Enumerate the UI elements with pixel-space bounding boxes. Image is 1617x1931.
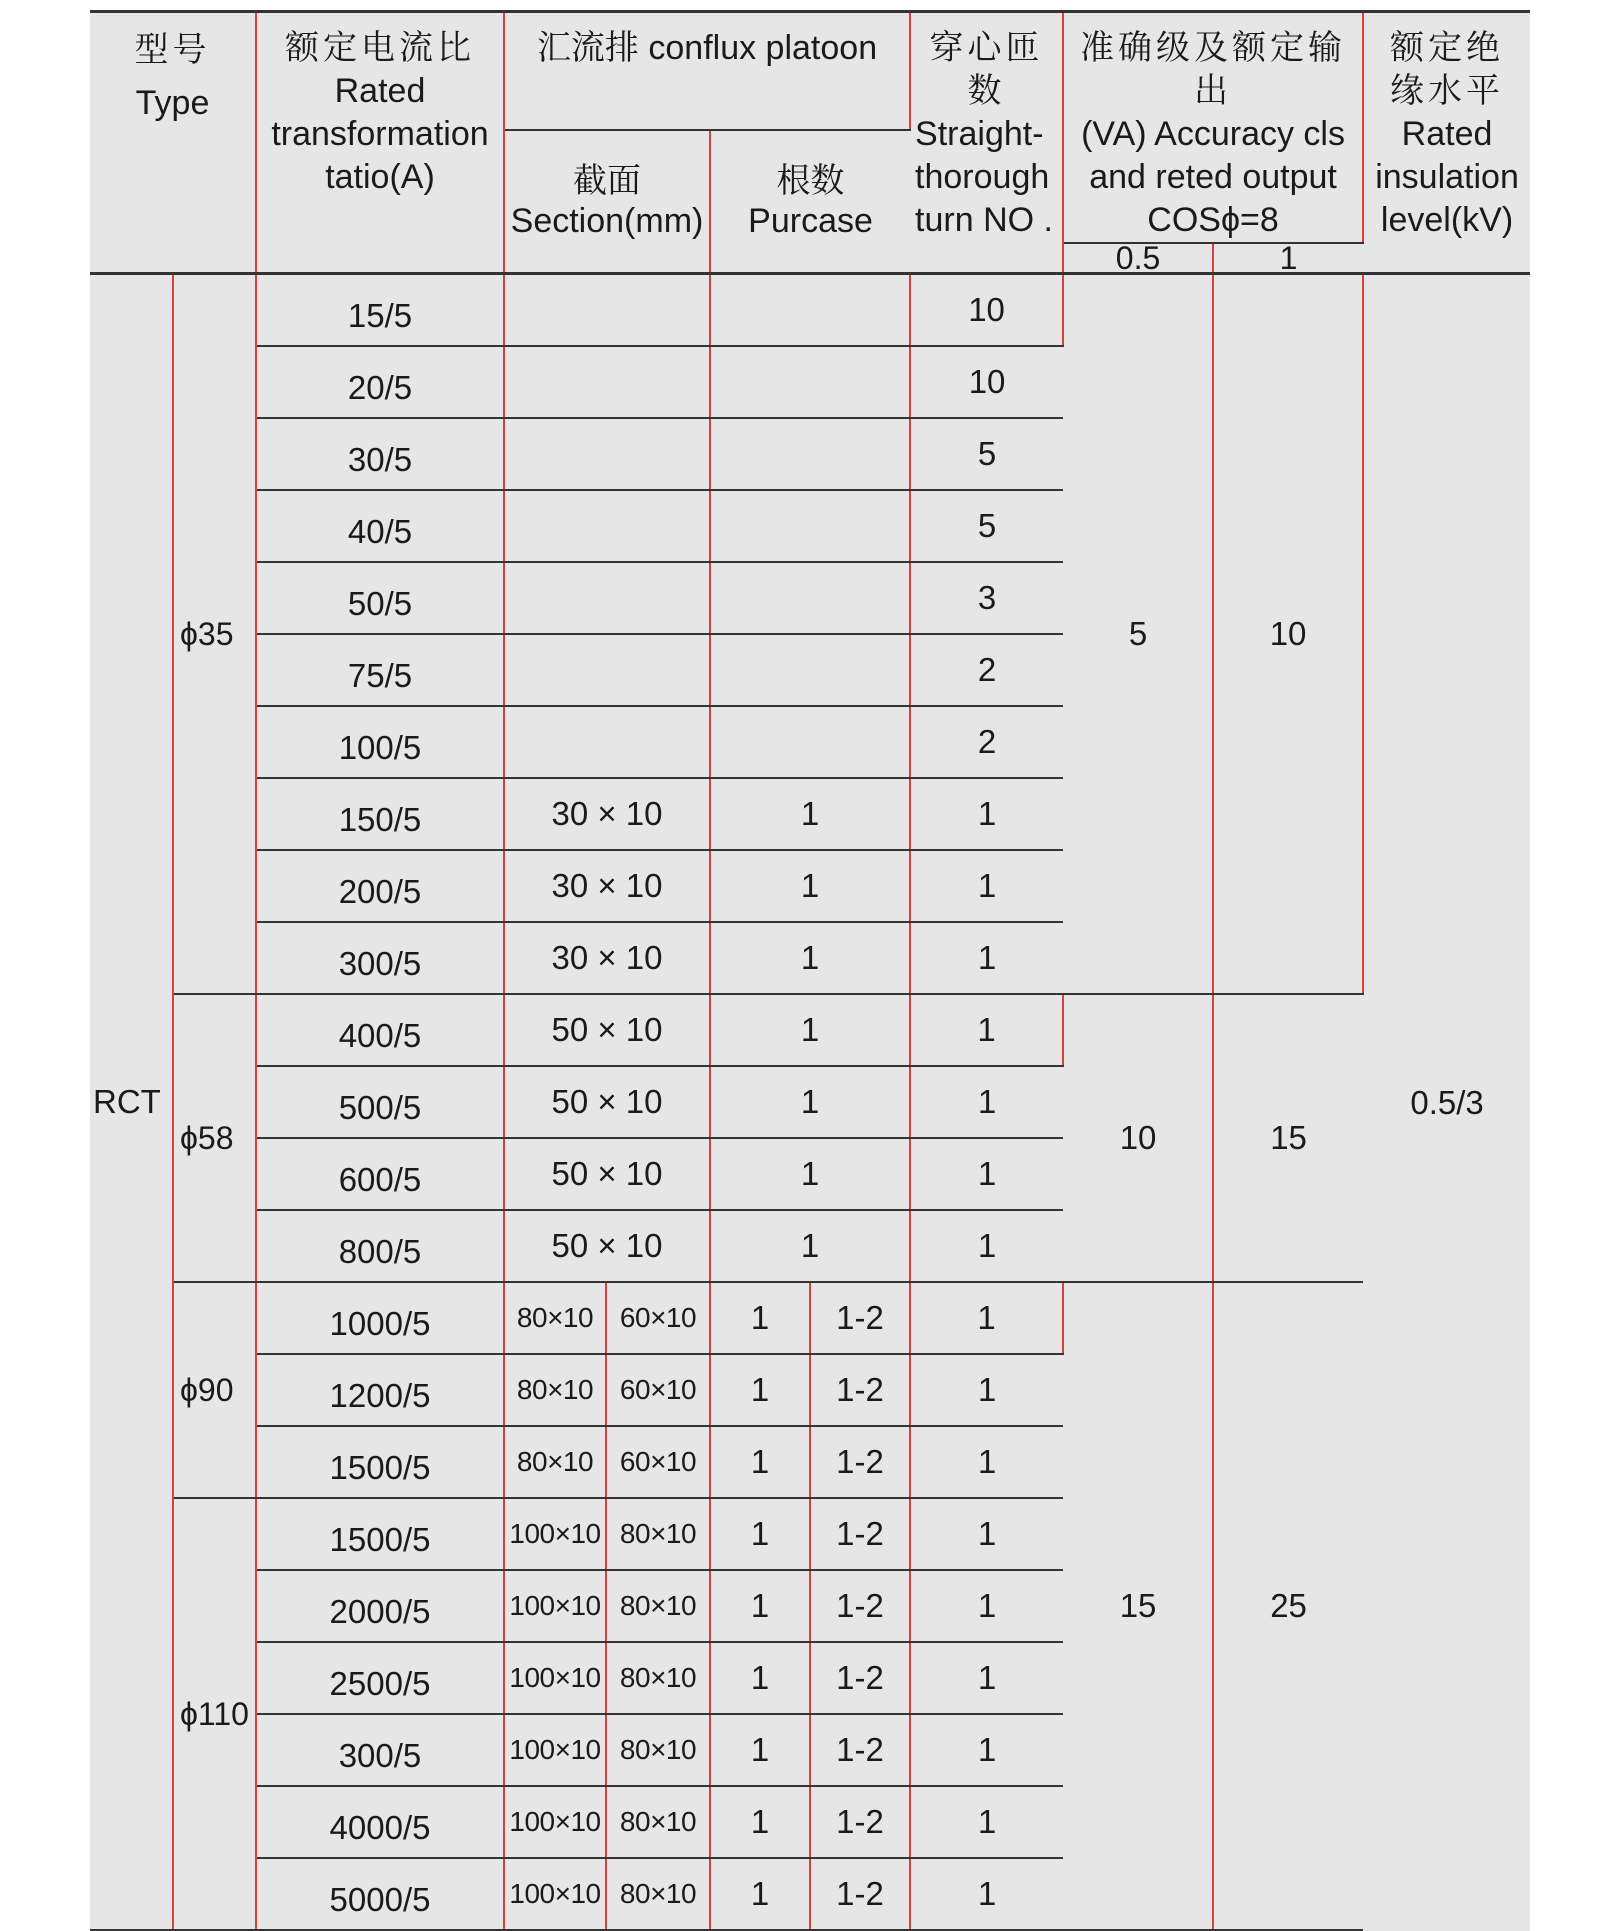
purcase-b-cell: 1-2	[810, 1426, 910, 1498]
ratio-cell: 200/5	[256, 850, 504, 922]
header-purcase-en: Purcase	[748, 202, 873, 241]
header-ratio-en-line: tatio(A)	[325, 158, 435, 196]
ratio-cell: 150/5	[256, 778, 504, 850]
header-acc-col-05: 0.5	[1063, 243, 1213, 274]
header-conflux	[504, 12, 910, 130]
insulation-cell: 0.5/3	[1410, 1083, 1484, 1121]
turns-cell: 1	[910, 1498, 1063, 1570]
section-a-cell: 80×10	[504, 1282, 606, 1354]
header-ratio-en-line: Rated	[334, 72, 426, 110]
section-a-cell: 100×10	[504, 1642, 606, 1714]
header-accuracy-en-line: (VA) Accuracy cls	[1081, 115, 1345, 153]
header-section	[504, 130, 710, 274]
purcase-a-cell: 1	[710, 1570, 810, 1642]
table-body	[90, 274, 1530, 1931]
accuracy-1-cell: 25	[1213, 1282, 1363, 1930]
ratio-cell: 400/5	[256, 994, 504, 1066]
turns-cell: 1	[910, 994, 1063, 1066]
header-conflux-label: 汇流排 conflux platoon	[536, 29, 878, 67]
spec-table	[90, 10, 1530, 1931]
accuracy-05-cell: 5	[1063, 274, 1213, 995]
header-section-cn: 截面	[573, 162, 641, 201]
header-turns-en-line: Straight-	[915, 115, 1044, 153]
purcase-cell: 1	[710, 922, 910, 994]
purcase-a-cell: 1	[710, 1858, 810, 1930]
ratio-cell: 500/5	[256, 1066, 504, 1138]
turns-cell: 5	[910, 490, 1063, 562]
turns-cell: 1	[910, 1714, 1063, 1786]
ratio-cell: 20/5	[256, 346, 504, 418]
purcase-cell	[710, 346, 910, 418]
section-b-cell: 60×10	[606, 1282, 710, 1354]
section-b-cell: 80×10	[606, 1570, 710, 1642]
section-b-cell: 80×10	[606, 1498, 710, 1570]
purcase-a-cell: 1	[710, 1714, 810, 1786]
turns-cell: 1	[910, 1858, 1063, 1930]
turns-cell: 1	[910, 1642, 1063, 1714]
header-insulation-en-line: Rated	[1401, 115, 1493, 153]
purcase-a-cell: 1	[710, 1498, 810, 1570]
purcase-cell	[710, 706, 910, 778]
section-a-cell: 100×10	[504, 1786, 606, 1858]
purcase-cell: 1	[710, 1138, 910, 1210]
header-turns-en-line: thorough	[915, 158, 1050, 196]
purcase-cell: 1	[710, 994, 910, 1066]
section-b-cell: 60×10	[606, 1354, 710, 1426]
header-type	[90, 12, 256, 274]
size-group-cell: ϕ90	[173, 1282, 256, 1498]
header-accuracy-en-line: and reted output	[1089, 158, 1337, 196]
section-cell: 50 × 10	[504, 1138, 710, 1210]
turns-cell: 1	[910, 1426, 1063, 1498]
header-purcase	[710, 130, 910, 274]
turns-cell: 1	[910, 778, 1063, 850]
accuracy-05-cell: 15	[1063, 1282, 1213, 1930]
ratio-cell: 2000/5	[256, 1570, 504, 1642]
turns-cell: 2	[910, 706, 1063, 778]
header-purcase-cn: 根数	[776, 162, 845, 201]
ratio-cell: 300/5	[256, 1714, 504, 1786]
section-cell: 30 × 10	[504, 922, 710, 994]
ratio-cell: 300/5	[256, 922, 504, 994]
header-insulation-cn-line: 缘水平	[1390, 72, 1505, 110]
section-cell: 50 × 10	[504, 994, 710, 1066]
purcase-cell: 1	[710, 1066, 910, 1138]
ratio-cell: 1200/5	[256, 1354, 504, 1426]
purcase-cell	[710, 490, 910, 562]
size-group-cell: ϕ58	[173, 994, 256, 1282]
turns-cell: 5	[910, 418, 1063, 490]
section-cell: 50 × 10	[504, 1066, 710, 1138]
purcase-a-cell: 1	[710, 1426, 810, 1498]
purcase-a-cell: 1	[710, 1786, 810, 1858]
type-cell: RCT	[90, 274, 173, 1931]
section-b-cell: 80×10	[606, 1642, 710, 1714]
turns-cell: 3	[910, 562, 1063, 634]
purcase-cell	[710, 634, 910, 706]
purcase-cell: 1	[710, 1210, 910, 1282]
section-cell: 50 × 10	[504, 1210, 710, 1282]
header-insulation-en-line: level(kV)	[1380, 201, 1514, 239]
section-b-cell: 60×10	[606, 1426, 710, 1498]
section-a-cell: 100×10	[504, 1570, 606, 1642]
header-turns-en-line: turn NO .	[915, 201, 1053, 239]
ratio-cell: 5000/5	[256, 1858, 504, 1930]
accuracy-05-cell: 10	[1063, 994, 1213, 1282]
turns-cell: 1	[910, 1066, 1063, 1138]
turns-cell: 1	[910, 1354, 1063, 1426]
accuracy-1-cell: 15	[1213, 994, 1363, 1282]
purcase-a-cell: 1	[710, 1642, 810, 1714]
turns-cell: 1	[910, 1210, 1063, 1282]
header-accuracy	[1063, 12, 1363, 244]
table-row	[90, 274, 1530, 347]
purcase-a-cell: 1	[710, 1354, 810, 1426]
turns-cell: 2	[910, 634, 1063, 706]
section-b-cell: 80×10	[606, 1714, 710, 1786]
turns-cell: 1	[910, 1282, 1063, 1354]
accuracy-1-cell: 10	[1213, 274, 1363, 995]
section-cell	[504, 418, 710, 490]
section-b-cell: 80×10	[606, 1786, 710, 1858]
ratio-cell: 4000/5	[256, 1786, 504, 1858]
section-cell	[504, 346, 710, 418]
purcase-b-cell: 1-2	[810, 1354, 910, 1426]
purcase-cell	[710, 274, 910, 347]
ratio-cell: 1000/5	[256, 1282, 504, 1354]
turns-cell: 10	[910, 346, 1063, 418]
section-cell: 30 × 10	[504, 778, 710, 850]
purcase-b-cell: 1-2	[810, 1786, 910, 1858]
header-ratio	[256, 12, 504, 274]
purcase-b-cell: 1-2	[810, 1570, 910, 1642]
ratio-cell: 30/5	[256, 418, 504, 490]
purcase-cell	[710, 562, 910, 634]
ratio-cell: 75/5	[256, 634, 504, 706]
header-insulation	[1363, 12, 1530, 274]
ratio-cell: 1500/5	[256, 1426, 504, 1498]
ratio-cell: 40/5	[256, 490, 504, 562]
ratio-cell: 1500/5	[256, 1498, 504, 1570]
size-group-cell: ϕ110	[173, 1498, 256, 1930]
section-cell	[504, 490, 710, 562]
purcase-b-cell: 1-2	[810, 1282, 910, 1354]
header-turns	[910, 12, 1063, 274]
purcase-cell: 1	[710, 778, 910, 850]
turns-cell: 1	[910, 1138, 1063, 1210]
ratio-cell: 800/5	[256, 1210, 504, 1282]
ratio-cell: 100/5	[256, 706, 504, 778]
table-header	[90, 12, 1530, 274]
ratio-cell: 50/5	[256, 562, 504, 634]
header-insulation-en-line: insulation	[1375, 158, 1519, 196]
section-a-cell: 100×10	[504, 1858, 606, 1930]
header-ratio-cn: 额定电流比	[285, 29, 475, 67]
header-type-en: Type	[135, 84, 210, 122]
table-row	[90, 994, 1530, 1066]
header-turns-cn: 穿心匝数	[929, 29, 1044, 110]
header-ratio-en-line: transformation	[271, 115, 489, 153]
header-type-cn: 型号	[134, 31, 211, 69]
ratio-cell: 2500/5	[256, 1642, 504, 1714]
table-row	[90, 1282, 1530, 1354]
purcase-b-cell: 1-2	[810, 1858, 910, 1930]
header-accuracy-cn: 准确级及额定输出	[1080, 29, 1347, 110]
turns-cell: 1	[910, 850, 1063, 922]
section-a-cell: 100×10	[504, 1714, 606, 1786]
section-b-cell: 80×10	[606, 1858, 710, 1930]
section-cell: 30 × 10	[504, 850, 710, 922]
header-insulation-cn-line: 额定绝	[1390, 29, 1505, 67]
turns-cell: 1	[910, 1786, 1063, 1858]
section-a-cell: 80×10	[504, 1354, 606, 1426]
section-cell	[504, 706, 710, 778]
purcase-cell	[710, 418, 910, 490]
ratio-cell: 15/5	[256, 274, 504, 347]
section-a-cell: 100×10	[504, 1498, 606, 1570]
turns-cell: 10	[910, 274, 1063, 347]
header-acc-col-1: 1	[1213, 243, 1363, 274]
section-cell	[504, 562, 710, 634]
purcase-a-cell: 1	[710, 1282, 810, 1354]
turns-cell: 1	[910, 1570, 1063, 1642]
header-section-en: Section(mm)	[510, 202, 704, 241]
purcase-b-cell: 1-2	[810, 1498, 910, 1570]
section-cell	[504, 274, 710, 347]
size-group-cell: ϕ35	[173, 274, 256, 995]
ratio-cell: 600/5	[256, 1138, 504, 1210]
header-accuracy-en-line: COSϕ=8	[1147, 201, 1279, 239]
purcase-cell: 1	[710, 850, 910, 922]
section-cell	[504, 634, 710, 706]
turns-cell: 1	[910, 922, 1063, 994]
section-a-cell: 80×10	[504, 1426, 606, 1498]
purcase-b-cell: 1-2	[810, 1714, 910, 1786]
purcase-b-cell: 1-2	[810, 1642, 910, 1714]
